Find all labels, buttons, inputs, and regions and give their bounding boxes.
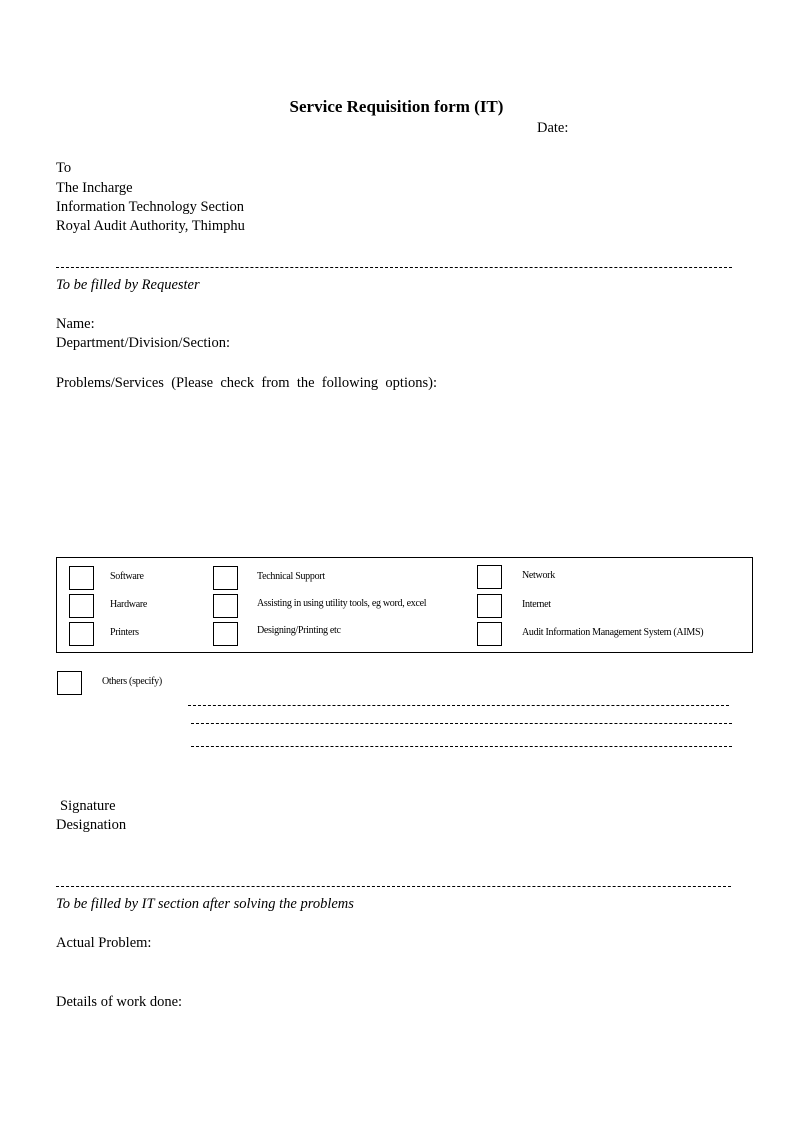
actual-problem-label: Actual Problem: [56, 935, 152, 951]
printers-checkbox[interactable] [69, 622, 94, 646]
others-checkbox[interactable] [57, 671, 82, 695]
date-label: Date: [537, 120, 569, 136]
designing-printing-checkbox[interactable] [213, 622, 238, 646]
problems-word: Problems/Services [56, 375, 164, 391]
problems-word: check [220, 375, 255, 391]
problems-word: the [296, 375, 315, 391]
designing-printing-option-label: Designing/Printing etc [257, 625, 341, 636]
internet-option-label: Internet [522, 599, 551, 610]
signature-label: Signature [60, 798, 116, 814]
it-section-heading: To be filled by IT section after solving the problems [56, 896, 354, 912]
problems-word: from [261, 375, 290, 391]
network-option-label: Network [522, 570, 555, 581]
others-specify-line[interactable] [191, 723, 732, 724]
software-checkbox[interactable] [69, 566, 94, 590]
work-details-label: Details of work done: [56, 994, 183, 1010]
address-to: To [56, 160, 72, 176]
technical-support-checkbox[interactable] [213, 566, 238, 590]
hardware-checkbox[interactable] [69, 594, 94, 618]
utility-tools-checkbox[interactable] [213, 594, 238, 618]
address-line-2: Information Technology Section [56, 199, 244, 215]
utility-tools-option-label: Assisting in using utility tools, eg word, excel [257, 598, 427, 609]
internet-checkbox[interactable] [477, 594, 502, 618]
requester-heading: To be filled by Requester [56, 277, 200, 293]
problems-word: options): [385, 375, 437, 391]
others-specify-line[interactable] [191, 746, 732, 747]
printers-option-label: Printers [110, 627, 139, 638]
technical-support-option-label: Technical Support [257, 571, 325, 582]
department-label: Department/Division/Section: [56, 335, 230, 351]
designation-label: Designation [56, 817, 127, 833]
hardware-option-label: Hardware [110, 599, 148, 610]
address-line-1: The Incharge [56, 180, 133, 196]
name-label: Name: [56, 316, 95, 332]
section-divider [56, 267, 732, 268]
others-specify-line[interactable] [188, 705, 729, 706]
form-title: Service Requisition form (IT) [289, 97, 504, 116]
aims-option-label: Audit Information Management System (AIMS) [522, 627, 704, 638]
section-divider [56, 886, 731, 887]
problems-word: (Please [171, 375, 214, 391]
problems-word: following [321, 375, 379, 391]
network-checkbox[interactable] [477, 565, 502, 589]
address-line-3: Royal Audit Authority, Thimphu [56, 218, 245, 234]
software-option-label: Software [110, 571, 144, 582]
aims-checkbox[interactable] [477, 622, 502, 646]
problems-services-label [56, 374, 437, 393]
others-option-label: Others (specify) [102, 676, 162, 687]
